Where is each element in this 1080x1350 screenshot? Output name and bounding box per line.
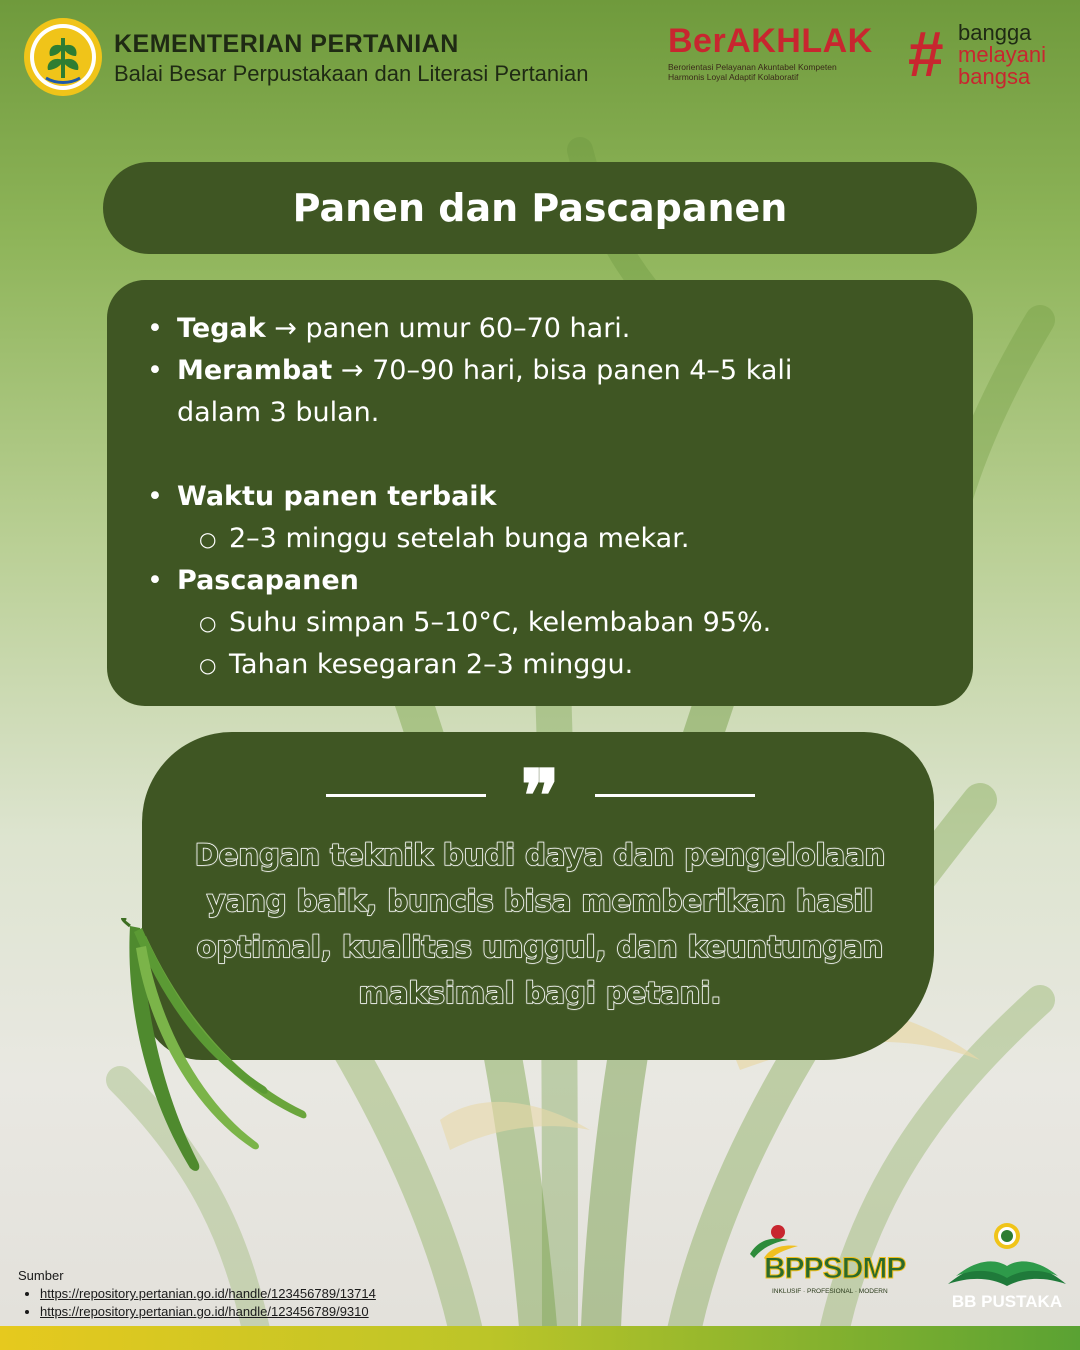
- content-panel: [107, 280, 973, 706]
- bb-pustaka-logo: [942, 1220, 1072, 1316]
- list-item: [147, 350, 933, 434]
- quote-line-3: optimal, kualitas unggul, dan keuntungan: [196, 930, 884, 964]
- bullet-icon: •: [147, 565, 163, 596]
- quote-line-4: maksimal bagi petani.: [358, 976, 722, 1010]
- sources-label: Sumber: [18, 1268, 64, 1283]
- bangga-line-3: bangsa: [958, 64, 1031, 89]
- hollow-bullet-icon: ○: [199, 527, 217, 551]
- bullet-icon: •: [147, 313, 163, 344]
- green-bean-illustration: [112, 918, 322, 1188]
- sub-list-item-text: Suhu simpan 5–10°C, kelembaban 95%.: [229, 607, 772, 638]
- source-link[interactable]: • https://repository.pertanian.go.id/handle/123456789/9310: [40, 1303, 478, 1321]
- bottom-color-bar: [0, 1326, 1080, 1350]
- list-item-bold: Waktu panen terbaik: [177, 481, 497, 512]
- bppsdmp-wordmark: BPPSDMP: [764, 1252, 906, 1285]
- list-item-bold: Merambat: [177, 355, 333, 386]
- bangga-line-2: melayani: [958, 42, 1047, 67]
- bb-pustaka-book-icon: [942, 1220, 1072, 1292]
- hollow-bullet-icon: ○: [199, 611, 217, 635]
- berakhlak-wordmark: BerAKHLAK: [668, 22, 873, 60]
- list-item: [147, 308, 933, 350]
- quote-line-1: Dengan teknik budi daya dan pengelolaan: [194, 838, 886, 872]
- bppsdmp-tagline: INKLUSIF · PROFESIONAL · MODERN: [772, 1288, 888, 1295]
- berakhlak-tagline-line-1: Berorientasi Pelayanan Akuntabel Kompeten: [668, 62, 837, 72]
- quote-divider-right: [595, 794, 755, 797]
- sources-section: [18, 1268, 478, 1321]
- sources-list: [18, 1285, 478, 1321]
- list-item-text: → 70–90 hari, bisa panen 4–5 kali: [332, 355, 793, 386]
- kementerian-pertanian-logo: [22, 16, 104, 98]
- page-title: Panen dan Pascapanen: [292, 186, 788, 230]
- berakhlak-tagline-line-2: Harmonis Loyal Adaptif Kolaboratif: [668, 72, 799, 83]
- bb-pustaka-label: BB PUSTAKA: [951, 1292, 1063, 1311]
- bullet-icon: •: [147, 355, 163, 386]
- ministry-title: KEMENTERIAN PERTANIAN: [114, 30, 459, 58]
- list-item-continuation: dalam 3 bulan.: [177, 397, 380, 428]
- quote-line-2: yang baik, buncis bisa memberikan hasil: [206, 884, 874, 918]
- bangga-text: [958, 22, 1046, 88]
- sub-list-item: [147, 602, 933, 644]
- berakhlak-logo: [668, 24, 888, 82]
- bppsdmp-logo: [744, 1222, 912, 1302]
- spacer: [147, 434, 933, 476]
- quote-mark-icon: ❞: [520, 753, 560, 838]
- hashtag-icon: #: [908, 18, 944, 90]
- sub-list-item: [147, 518, 933, 560]
- list-item-bold: Tegak: [177, 313, 266, 344]
- sub-list-item-text: 2–3 minggu setelah bunga mekar.: [229, 523, 690, 554]
- sub-list-item: [147, 644, 933, 686]
- source-link[interactable]: • https://repository.pertanian.go.id/handle/123456789/13714: [40, 1285, 478, 1303]
- list-item-text: → panen umur 60–70 hari.: [265, 313, 631, 344]
- bullet-icon: •: [147, 481, 163, 512]
- bangga-line-1: bangga: [958, 20, 1032, 45]
- title-banner: [103, 162, 977, 254]
- bangga-melayani-bangsa-logo: [908, 20, 1068, 90]
- ministry-subtitle: Balai Besar Perpustakaan dan Literasi Pertanian: [114, 61, 589, 86]
- quote-divider-left: [326, 794, 486, 797]
- list-item-bold: Pascapanen: [177, 565, 359, 596]
- list-item: [147, 476, 933, 518]
- sub-list-item-text: Tahan kesegaran 2–3 minggu.: [229, 649, 634, 680]
- hollow-bullet-icon: ○: [199, 653, 217, 677]
- berakhlak-tagline: [668, 62, 888, 82]
- list-item: [147, 560, 933, 602]
